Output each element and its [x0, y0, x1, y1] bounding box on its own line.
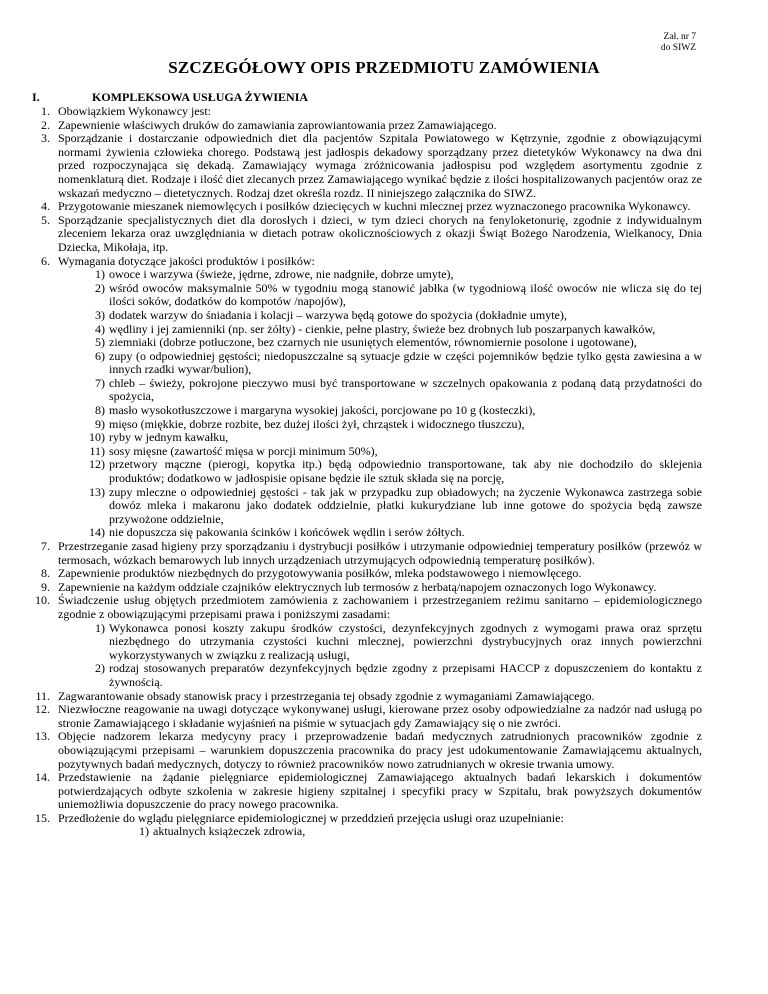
sub-list-item: 1) owoce i warzywa (świeże, jędrne, zdrowe, nie nadgniłe, dobrze umyte), — [95, 267, 454, 282]
sub-list-item: 12) przetwory mączne (pierogi, kopytka itp.) będą odpowiednio transportowane, tak aby nie dochodziło do sklejenia produktów; dodatkowo w jadłospisie opisane będzie ile sztuk składa się na porcję, — [89, 457, 702, 486]
sub-list-item: 13) zupy mleczne o odpowiedniej gęstości - tak jak w przypadku zup obiadowych; na życzenie Wykonawca zastrzega sobie dowóz mleka i makaronu jako dodatek oddzielnie, płatki kukurydziane lub inne gotowe do spożycia będą zawsze przywożone oddzielnie, — [89, 484, 702, 526]
list-item: 8. Zapewnienie produktów niezbędnych do przygotowywania posiłków, mleka podstawowego i niemowlęcego. — [41, 566, 582, 581]
document-title: SZCZEGÓŁOWY OPIS PRZEDMIOTU ZAMÓWIENIA — [168, 58, 600, 77]
section-heading — [32, 91, 702, 105]
list-item: 6. Wymagania dotyczące jakości produktów i posiłków: — [41, 253, 315, 268]
sub-list-item: 8) masło wysokotłuszczowe i margaryna wysokiej jakości, porcjowane po 10 g (kosteczki), — [95, 403, 536, 418]
sub-list-item: 2) wśród owoców maksymalnie 50% w tygodniu mogą stanowić jabłka (w tygodniową ilość owoców nie wlicza się do tej ilości soków, dodatków do kompotów /napojów), — [95, 280, 702, 309]
list-item: 9. Zapewnienie na każdym oddziale czajników elektrycznych lub termosów z herbatą/napojem oznaczonych logo Wykonawcy. — [41, 579, 657, 594]
document-body — [32, 91, 702, 839]
list-item: 1. Obowiązkiem Wykonawcy jest: — [41, 104, 212, 118]
sub-list-item: 4) wędliny i jej zamienniki (np. ser żółty) - cienkie, pełne plastry, świeże bez drobnych lub poszarpanych kawałków, — [95, 321, 656, 336]
list-item: 2. Zapewnienie właściwych druków do zamawiania zaprowiantowania przez Zamawiającego. — [41, 117, 497, 132]
list-item: 7. Przestrzeganie zasad higieny przy sporządzaniu i dystrybucji posiłków i utrzymanie odpowiedniej temperatury posiłków (przewóz w termosach, wózkach bemarowych lub innych urządzeniach utrzymujących odpowiednią temperaturę posiłków). — [41, 539, 702, 567]
sub-list-item: 6) zupy (o odpowiedniej gęstości; niedopuszczalne są sytuacje gdzie w części pojemników będzie tylko gęsta zawiesina a w innych rzadki wywar/bulion), — [95, 348, 702, 377]
section-title: KOMPLEKSOWA USŁUGA ŻYWIENIA — [92, 90, 309, 104]
list-item: 11. Zagwarantowanie obsady stanowisk pracy i przestrzegania tej obsady zgodnie z wymaganiami Zamawiającego. — [35, 688, 595, 703]
sub-list-item: 11) sosy mięsne (zawartość mięsa w porcji minimum 50%), — [89, 443, 378, 458]
list-item: 15. Przedłożenie do wglądu pielęgniarce epidemiologicznej w przeddzień przejęcia usługi oraz uzupełnianie: — [35, 810, 564, 825]
section-number: I. — [32, 90, 40, 104]
sub-list-item: 7) chleb – świeży, pokrojone pieczywo musi być transportowane w szczelnych opakowania z podaną datą przydatności do spożycia, — [95, 375, 702, 404]
list-item: 4. Przygotowanie mieszanek niemowlęcych i posiłków dziecięcych w kuchni mlecznej przez wyznaczonego pracownika Wykonawcy. — [41, 199, 691, 214]
sub-list-item: 10) ryby w jednym kawałku, — [89, 430, 229, 445]
sub-list-item: 3) dodatek warzyw do śniadania i kolacji – warzywa będą gotowe do spożycia (dokładnie umyte), — [95, 307, 567, 322]
list-item: 12. Niezwłoczne reagowanie na uwagi dotyczące wykonywanej usługi, kierowane przez osoby odpowiedzialne za nadzór nad usługą po stronie Zamawiającego i składanie wyjaśnień na piśmie w sytuacjach gdy Zamawiający się o nie zwróci. — [35, 702, 702, 730]
list-item: 3. Sporządzanie i dostarczanie odpowiednich diet dla pacjentów Szpitala Powiatowego w Kętrzynie, zgodnie z obowiązującymi normami żywienia człowieka chorego. Podstawą jest jadłospis dekadowy sporządzany przez dietetyków Wykonawcy na dwa dni przed rozpoczynająca się dekadą. Zamawiający wymaga zróżnicowania jadłospisu pod względem asortymentu zgodnie z nomenklaturą diet. Rodzaje i ilość diet zlecanych przez Zamawiającego wynikać będzie z ilości hospitalizowanych pacjentów oraz ze wskazań medyczno – dietetycznych. Rodzaj dzet określa rozdz. II niniejszego załącznika do SIWZ. — [41, 131, 702, 200]
list-item: 5. Sporządzanie specjalistycznych diet dla dorosłych i dzieci, w tym dzieci chorych na fenyloketonurię, zgodnie z indywidualnym zleceniem lekarza oraz uwzględniania w dietach potraw okolicznościowych z okazji Świąt Bożego Narodzenia, Wielkanocy, Dnia Dziecka, Mikołaja, itp. — [41, 212, 702, 254]
list-item: 14. Przedstawienie na żądanie pielęgniarce epidemiologicznej Zamawiającego aktualnych badań lekarskich i dokumentów potwierdzających odbyte szkolenia w zakresie higieny szpitalnej i specyfiki pracy w Szpitalu, brak powyższych dokumentów uniemożliwia dopuszczenie do pracy nowego pracownika. — [35, 770, 702, 812]
sub-list-item: 9) mięso (miękkie, dobrze rozbite, bez dużej ilości żył, chrząstek i widocznego tłuszczu), — [95, 416, 525, 431]
sub-list-item: 5) ziemniaki (dobrze potłuczone, bez czarnych nie usuniętych elementów, równomiernie posolone i ugotowane), — [95, 335, 637, 350]
annex-line-2: do SIWZ — [660, 43, 696, 53]
annex-line-1: Zał. nr 7 — [663, 32, 696, 42]
annex-label — [661, 32, 696, 54]
sub-list-item: 14) nie dopuszcza się pakowania ścinków i końcówek wędlin i serów żółtych. — [89, 525, 465, 540]
list-item: 10. Świadczenie usług objętych przedmiotem zamówienia z zachowaniem i przestrzeganiem reżimu sanitarno – epidemiologicznego zgodnie z obowiązującymi przepisami prawa i poniższymi zasadami: — [35, 593, 702, 621]
sub-list-item: 1) Wykonawca ponosi koszty zakupu środków czystości, dezynfekcyjnych zgodnych z wymogami prawa oraz sprzętu niezbędnego do utrzymania czystości kuchni mlecznej, powierzchni dystrybucyjnych oraz innych powierzchni wykorzystywanych w związku z realizacją usługi, — [95, 620, 702, 662]
list-item: 13. Objęcie nadzorem lekarza medycyny pracy i przeprowadzenie badań medycznych zatrudnionych pracowników zgodnie z obowiązującymi przepisami – warunkiem dopuszczenia pracownika do pracy jest udokumentowanie Zamawiającemu aktualnych, pozytywnych badań medycznych, dotyczy to również pracowników nowo zatrudnianych w okresie trwania umowy. — [35, 729, 702, 771]
sub-list-item: 1) aktualnych książeczek zdrowia, — [139, 824, 306, 839]
sub-list-item: 2) rodzaj stosowanych preparatów dezynfekcyjnych będzie zgodny z przepisami HACCP z dopuszczeniem do kontaktu z żywnością. — [95, 661, 702, 689]
